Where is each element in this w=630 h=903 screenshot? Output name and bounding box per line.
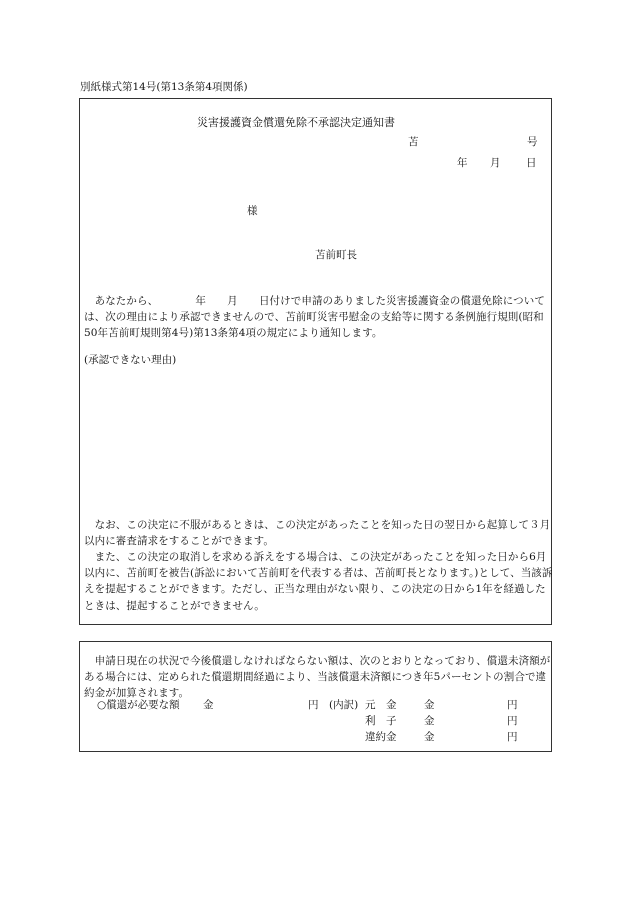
issuer: 苫前町長 (315, 249, 357, 261)
notice-paragraph: 申請日現在の状況で今後償還しなければならない額は、次のとおりとなっており、償還未済額がある場合には、定められた償還期間経過により、当該償還未済額につき年5パーセントの割合で違約金が加算されます。 (84, 655, 551, 700)
reason-label: (承認できない理由) (84, 354, 177, 366)
required-amount-label: ○償還が必要な額 (97, 699, 180, 711)
document-title: 災害援護資金償還免除不承認決定通知書 (197, 116, 395, 129)
principal-yen: 円 (507, 699, 518, 711)
addressee-honorific: 様 (247, 205, 258, 217)
penalty-kin: 金 (424, 731, 435, 743)
document-number-prefix: 苫 (408, 136, 419, 148)
breakdown-label: (内訳) (329, 699, 359, 711)
form-reference: 別紙様式第14号(第13条第4項関係) (80, 81, 248, 93)
date-month: 月 (490, 157, 501, 169)
penalty-label: 違約金 (365, 731, 397, 743)
interest-yen: 円 (507, 715, 518, 727)
interest-label: 利 子 (365, 715, 397, 727)
penalty-yen: 円 (507, 731, 518, 743)
body-paragraph-2: なお、この決定に不服があるときは、この決定があったことを知った日の翌日から起算して３月以内に審査請求をすることができます。 (84, 519, 551, 548)
body-paragraph-3: また、この決定の取消しを求める訴えをする場合は、この決定があったことを知った日から6月以内に、苫前町を被告(訴訟において苫前町を代表する者は、苫前町長となります。)として、当該訴えを提起することができます。ただし、正当な理由がない限り、この決定の日から1年を経過したときは、提起することができません。 (84, 551, 553, 612)
principal-label: 元 金 (365, 699, 397, 711)
principal-kin: 金 (424, 699, 435, 711)
required-amount-yen: 円 (308, 699, 319, 711)
required-amount-kin: 金 (203, 699, 214, 711)
document-number-suffix: 号 (527, 136, 538, 148)
body-paragraph-1: あなたから、 年 月 日付けで申請のありました災害援護資金の償還免除については、次の理由により承認できませんので、苫前町災害弔慰金の支給等に関する条例施行規則(昭和50年苫前町規則第4号)第13条第4項の規定により通知します。 (84, 295, 545, 340)
date-day: 日 (526, 157, 537, 169)
interest-kin: 金 (424, 715, 435, 727)
date-year: 年 (457, 157, 468, 169)
